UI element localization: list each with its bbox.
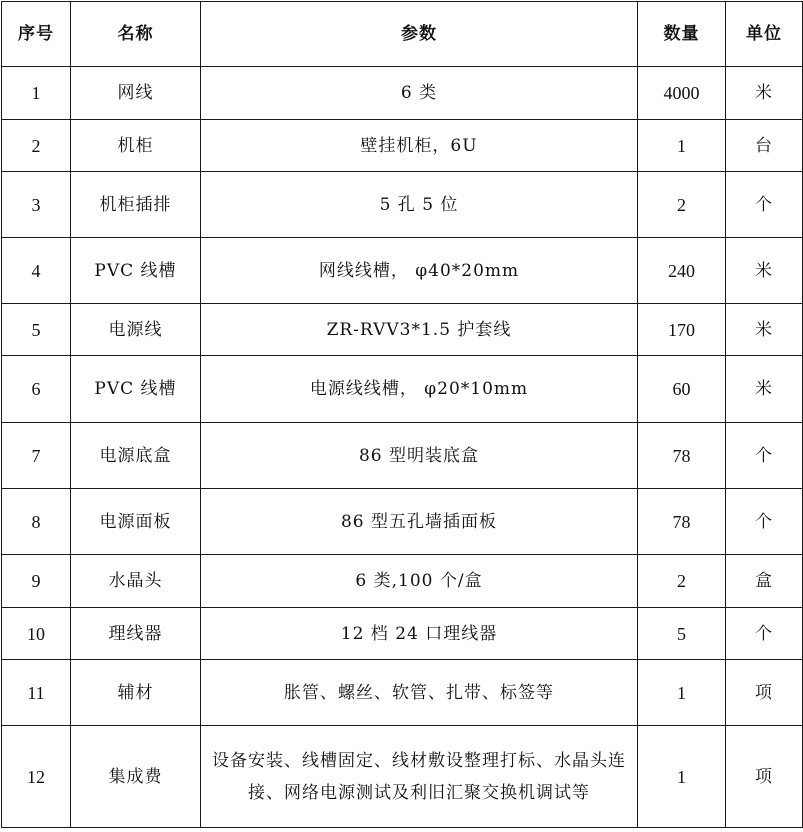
table-row [2, 304, 803, 356]
row-index: 2 [2, 120, 71, 172]
row-quantity: 4000 [638, 67, 726, 120]
row-unit: 盒 [726, 555, 803, 608]
row-index: 11 [2, 660, 71, 726]
header-index: 序号 [2, 2, 71, 67]
table-row [2, 555, 803, 608]
row-unit: 项 [726, 660, 803, 726]
row-quantity: 240 [638, 238, 726, 304]
row-unit: 米 [726, 67, 803, 120]
row-params: 12 档 24 口理线器 [201, 608, 638, 660]
row-name: 网线 [71, 67, 201, 120]
row-name: 辅材 [71, 660, 201, 726]
row-name: 机柜 [71, 120, 201, 172]
row-params: 设备安装、线槽固定、线材敷设整理打标、水晶头连接、网络电源测试及利旧汇聚交换机调试等 [201, 726, 638, 828]
row-unit: 米 [726, 356, 803, 423]
row-quantity: 1 [638, 120, 726, 172]
row-name: PVC 线槽 [71, 238, 201, 304]
header-unit: 单位 [726, 2, 803, 67]
row-params: 6 类,100 个/盒 [201, 555, 638, 608]
row-quantity: 60 [638, 356, 726, 423]
table-row [2, 489, 803, 555]
row-unit: 米 [726, 304, 803, 356]
row-params: 86 型明装底盒 [201, 423, 638, 489]
row-quantity: 2 [638, 555, 726, 608]
row-quantity: 78 [638, 423, 726, 489]
row-params: 电源线线槽， φ20*10mm [201, 356, 638, 423]
row-index: 9 [2, 555, 71, 608]
row-name: 水晶头 [71, 555, 201, 608]
header-quantity: 数量 [638, 2, 726, 67]
materials-table [1, 1, 803, 828]
table-row [2, 238, 803, 304]
header-params: 参数 [201, 2, 638, 67]
row-quantity: 5 [638, 608, 726, 660]
row-quantity: 1 [638, 726, 726, 828]
row-index: 1 [2, 67, 71, 120]
row-quantity: 1 [638, 660, 726, 726]
row-unit: 个 [726, 489, 803, 555]
row-params: 5 孔 5 位 [201, 172, 638, 238]
row-name: PVC 线槽 [71, 356, 201, 423]
row-name: 电源面板 [71, 489, 201, 555]
table-row [2, 423, 803, 489]
row-name: 机柜插排 [71, 172, 201, 238]
row-name: 电源底盒 [71, 423, 201, 489]
row-unit: 个 [726, 172, 803, 238]
row-index: 7 [2, 423, 71, 489]
table-row [2, 172, 803, 238]
row-params: 6 类 [201, 67, 638, 120]
row-unit: 台 [726, 120, 803, 172]
row-unit: 项 [726, 726, 803, 828]
row-quantity: 78 [638, 489, 726, 555]
row-index: 3 [2, 172, 71, 238]
row-params: 壁挂机柜，6U [201, 120, 638, 172]
row-name: 电源线 [71, 304, 201, 356]
row-index: 12 [2, 726, 71, 828]
row-unit: 米 [726, 238, 803, 304]
row-name: 集成费 [71, 726, 201, 828]
row-unit: 个 [726, 608, 803, 660]
table-row [2, 67, 803, 120]
row-index: 10 [2, 608, 71, 660]
row-params: ZR-RVV3*1.5 护套线 [201, 304, 638, 356]
row-params: 网线线槽， φ40*20mm [201, 238, 638, 304]
row-index: 5 [2, 304, 71, 356]
table-header-row [2, 2, 803, 67]
table-row [2, 660, 803, 726]
header-name: 名称 [71, 2, 201, 67]
row-quantity: 2 [638, 172, 726, 238]
row-params: 86 型五孔墙插面板 [201, 489, 638, 555]
table-row [2, 356, 803, 423]
table-row [2, 608, 803, 660]
row-index: 6 [2, 356, 71, 423]
row-quantity: 170 [638, 304, 726, 356]
row-name: 理线器 [71, 608, 201, 660]
row-index: 8 [2, 489, 71, 555]
row-unit: 个 [726, 423, 803, 489]
table-row [2, 120, 803, 172]
row-params: 胀管、螺丝、软管、扎带、标签等 [201, 660, 638, 726]
row-index: 4 [2, 238, 71, 304]
table-row [2, 726, 803, 828]
